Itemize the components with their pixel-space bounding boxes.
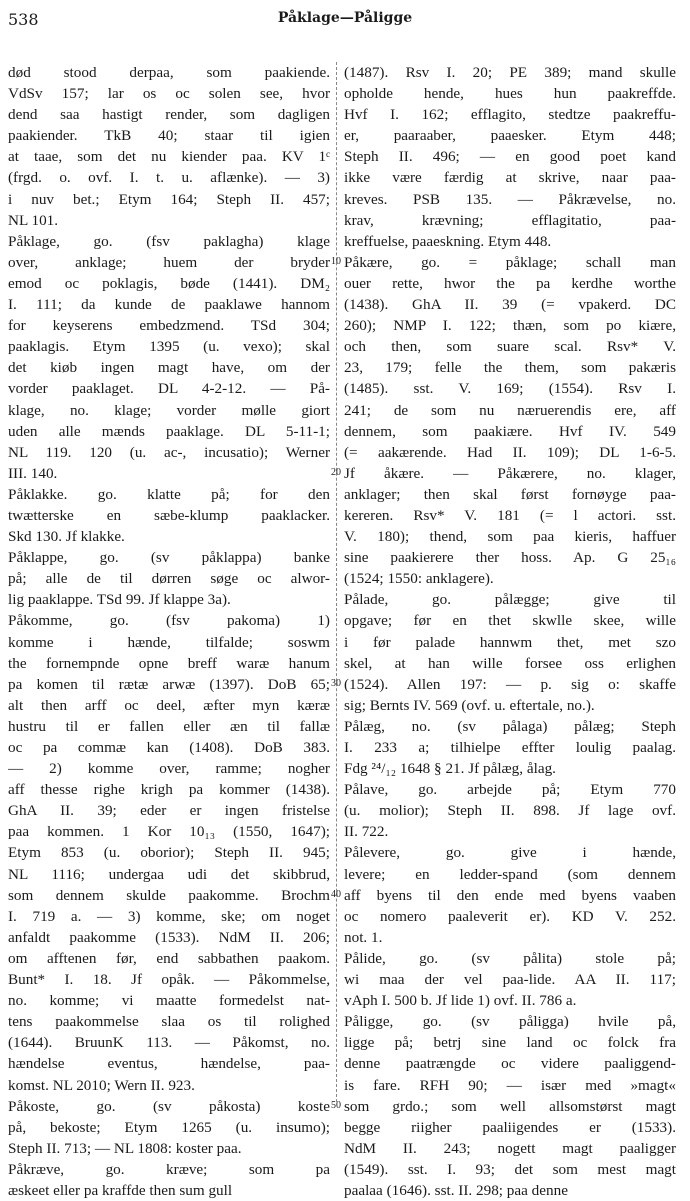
text-line: Pålide, go. (sv pålita) stole på;	[344, 949, 676, 967]
column-divider	[336, 62, 338, 1102]
text-line: NL 119. 120 (u. ac-, incusatio); Werner	[8, 443, 330, 461]
text-line: Pålæg, no. (sv pålaga) pålæg; Steph	[344, 717, 676, 735]
text-line: kreves. PSB 135. — Påkrævelse, no.	[344, 190, 676, 208]
text-line: lig paaklappe. TSd 99. Jf klappe 3a).	[8, 591, 231, 609]
line-number: 30	[331, 677, 341, 689]
text-line: 241; de som nu næruerendis ere, aff	[344, 401, 676, 419]
text-line: NL 101.	[8, 211, 59, 229]
text-line: denne paatrængde oc videre paaliggend-	[344, 1055, 676, 1073]
running-head: Påklage—Påligge	[277, 10, 413, 26]
text-line: sine paakierere ther hoss. Ap. G 25₁₆	[344, 549, 676, 567]
text-line: paalaa (1646). sst. II. 298; paa denne	[344, 1181, 568, 1199]
text-line: i før palade hannwm thet, met szo	[344, 633, 676, 651]
text-line: wi maa der vel paa-lide. AA II. 117;	[344, 971, 676, 989]
text-line: GhA II. 39; eder er ingen fristelse	[8, 802, 330, 820]
right-column	[344, 62, 676, 1201]
text-line: aff byens til den ende med byens vaaben	[344, 886, 676, 904]
text-line: paakiender. TkB 40; staar til igien	[8, 127, 330, 145]
text-line: hustru til er fallen eller æn til fallæ	[8, 717, 330, 735]
text-line: paaklagis. Etym 1395 (u. vexo); skal	[8, 338, 330, 356]
text-line: — 2) komme over, ramme; nogher	[8, 760, 330, 778]
text-line: Påkoste, go. (sv påkosta) koste	[8, 1097, 330, 1115]
text-line: Påkræve, go. kræve; som pa	[8, 1160, 330, 1178]
page-number: 538	[8, 10, 39, 29]
text-line: i nuv bet.; Etym 164; Steph II. 457;	[8, 190, 330, 208]
text-line: VdSv 157; lar os oc solen see, hvor	[8, 85, 330, 103]
text-line: (1438). GhA II. 39 (= vpakerd. DC	[344, 296, 676, 314]
text-line: (frgd. o. ovf. I. t. u. aflænke). — 3)	[8, 169, 330, 187]
text-line: komme i hænde, tilfalde; soswm	[8, 633, 330, 651]
text-line: på, bekoste; Etym 1265 (u. insumo);	[8, 1118, 330, 1136]
text-line: at taae, som det nu kiender paa. KV 1ᶜ	[8, 148, 330, 166]
text-line: Påkære, go. = påklage; schall man	[344, 253, 676, 271]
text-line: 23, 179; felle the them, som pakæris	[344, 359, 676, 377]
line-number: 50	[331, 1099, 341, 1111]
text-line: er, paaraaber, paaesker. Etym 448;	[344, 127, 676, 145]
text-line: (1549). sst. I. 93; det som mest magt	[344, 1160, 676, 1178]
text-line: uden alle mænds paaklage. DL 5-11-1;	[8, 422, 330, 440]
text-line: is fare. RFH 90; — især med »magt«	[344, 1076, 676, 1094]
text-line: oc nomero paaleverit er). KD V. 252.	[344, 907, 676, 925]
text-line: not. 1.	[344, 928, 383, 946]
text-line: dennem, som paakiære. Hvf IV. 549	[344, 422, 676, 440]
text-line: Steph II. 713; — NL 1808: koster paa.	[8, 1139, 242, 1157]
text-line: (1644). BruunK 113. — Påkomst, no.	[8, 1034, 330, 1052]
text-line: skel, at han wille forsee oss erlighen	[344, 654, 676, 672]
text-line: Pålade, go. pålægge; give til	[344, 591, 676, 609]
text-line: krav, krævning; efflagitatio, paa-	[344, 211, 676, 229]
text-line: Påligge, go. (sv påligga) hvile på,	[344, 1013, 676, 1031]
text-line: (1487). Rsv I. 20; PE 389; mand skulle	[344, 64, 676, 81]
text-line: V. 180); thend, som paa kieris, haffuer	[344, 528, 676, 546]
text-line: NdM II. 243; nogett magt paaligger	[344, 1139, 676, 1157]
text-line: Fdg ²⁴/₁₂ 1648 § 21. Jf pålæg, ålag.	[344, 760, 556, 778]
text-line: Steph II. 496; — en good poet kand	[344, 148, 676, 166]
text-line: klage, no. klage; vorder mølle giort	[8, 401, 330, 419]
text-line: 260); NMP I. 122; thæn, som po kiære,	[344, 317, 676, 335]
text-line: I. 233 a; tilhielpe effter loulig paalag.	[344, 739, 676, 756]
text-line: det kiøb ingen magt have, om der	[8, 359, 330, 377]
text-line: Påklakke. go. klatte på; for den	[8, 485, 330, 503]
text-line: (1524). Allen 197: — p. sig o: skaffe	[344, 675, 676, 693]
text-line: I. 719 a. — 3) komme, ske; om noget	[8, 907, 330, 925]
text-line: sig; Bernts IV. 569 (ovf. u. eftertale, no.).	[344, 696, 595, 714]
text-line: no. komme; vi maatte formedelst nat-	[8, 992, 330, 1010]
text-line: vorder paaklaget. DL 4-2-12. — På-	[8, 380, 330, 398]
text-line: Påklage, go. (fsv paklagha) klage	[8, 232, 330, 250]
text-line: Påklappe, go. (sv påklappa) banke	[8, 549, 330, 567]
text-line: begge riigher paaliigendes er (1533).	[344, 1118, 676, 1136]
text-line: død stood derpaa, som paakiende.	[8, 64, 330, 81]
text-line: som dennem skulde paakomme. Brochm	[8, 886, 330, 904]
text-line: III. 140.	[8, 464, 58, 482]
text-line: (1485). sst. V. 169; (1554). Rsv I.	[344, 380, 676, 398]
text-line: dend saa hastigt render, som dagligen	[8, 106, 330, 124]
text-line: opgave; før en thet skwlle skee, wille	[344, 612, 676, 630]
text-line: (1524; 1550: anklagere).	[344, 570, 494, 588]
text-line: anklager; then skal først fornøyge paa-	[344, 485, 676, 503]
text-line: anfaldt paakomme (1533). NdM II. 206;	[8, 928, 330, 946]
text-line: levere; en ledder-spand (som dennem	[344, 865, 676, 883]
text-line: Skd 130. Jf klakke.	[8, 528, 125, 546]
text-line: om afftenen før, end sabbathen paakom.	[8, 949, 330, 967]
text-line: hændelse eventus, hændelse, paa-	[8, 1055, 330, 1073]
text-line: kreffuelse, paaeskning. Etym 448.	[344, 232, 552, 250]
text-line: NL 1116; undergaa udi det skibbrud,	[8, 865, 330, 883]
text-line: Hvf I. 162; efflagito, stedtze paakreffu-	[344, 106, 676, 124]
text-line: som grdo.; som well allsomstørst magt	[344, 1097, 676, 1115]
text-line: Etym 853 (u. oborior); Steph II. 945;	[8, 844, 330, 862]
text-line: Jf åkære. — Påkærere, no. klager,	[344, 464, 676, 482]
line-number: 10	[331, 255, 341, 267]
text-line: på; alle de til dørren søge oc alwor-	[8, 570, 330, 588]
text-line: æskeet eller pa kraffde then sum gull	[8, 1181, 233, 1199]
text-line: aff thesse righe krigh pa kommer (1438).	[8, 781, 330, 799]
text-line: paa kommen. 1 Kor 10₁₃ (1550, 1647);	[8, 823, 330, 841]
page-header	[8, 10, 682, 32]
line-number: 20	[331, 466, 341, 478]
text-line: I. 111; da kunde de paaklawe hannom	[8, 296, 330, 314]
text-line: over, anklage; huem der bryder	[8, 253, 330, 271]
text-line: ikke være færdig at skrive, naar paa-	[344, 169, 676, 187]
text-line: the fornempnde opne breff waræ hanum	[8, 654, 330, 672]
text-line: twætterske en sæbe-klump paaklacker.	[8, 506, 330, 524]
text-line: kereren. Rsv* V. 181 (= l actori. sst.	[344, 506, 676, 524]
text-line: tens paakommelse slaa os til rolighed	[8, 1013, 330, 1031]
text-line: oc pa commæ kan (1408). DoB 383.	[8, 739, 330, 756]
text-line: Pålave, go. arbejde på; Etym 770	[344, 781, 676, 799]
text-line: opholde hende, hues hun paakreffde.	[344, 85, 676, 103]
text-line: komst. NL 2010; Wern II. 923.	[8, 1076, 195, 1094]
text-line: Påkomme, go. (fsv pakoma) 1)	[8, 612, 330, 630]
text-line: ligge på; betrj sine land oc folck fra	[344, 1034, 676, 1052]
text-line: Pålevere, go. give i hænde,	[344, 844, 676, 862]
text-line: II. 722.	[344, 823, 389, 841]
text-line: (= aakærende. Had II. 109); DL 1-6-5.	[344, 443, 676, 461]
text-line: Bunt* I. 18. Jf opåk. — Påkommelse,	[8, 971, 330, 989]
line-number: 40	[331, 888, 341, 900]
text-line: vAph I. 500 b. Jf lide 1) ovf. II. 786 a.	[344, 992, 577, 1010]
text-line: ouer rette, hwor the pa kerdhe worthe	[344, 274, 676, 292]
text-line: for keyserens embedzmend. TSd 304;	[8, 317, 330, 335]
text-line: pa komen til rætæ arwæ (1397). DoB 65;	[8, 675, 330, 693]
text-line: alt then arff oc deel, æfter myn kæræ	[8, 696, 330, 714]
left-column	[8, 62, 330, 1201]
text-line: och then, som suare scal. Rsv* V.	[344, 338, 676, 356]
text-line: emod oc poklagis, bøde (1441). DM₂	[8, 274, 330, 292]
text-line: (u. molior); Steph II. 898. Jf lage ovf.	[344, 802, 676, 820]
